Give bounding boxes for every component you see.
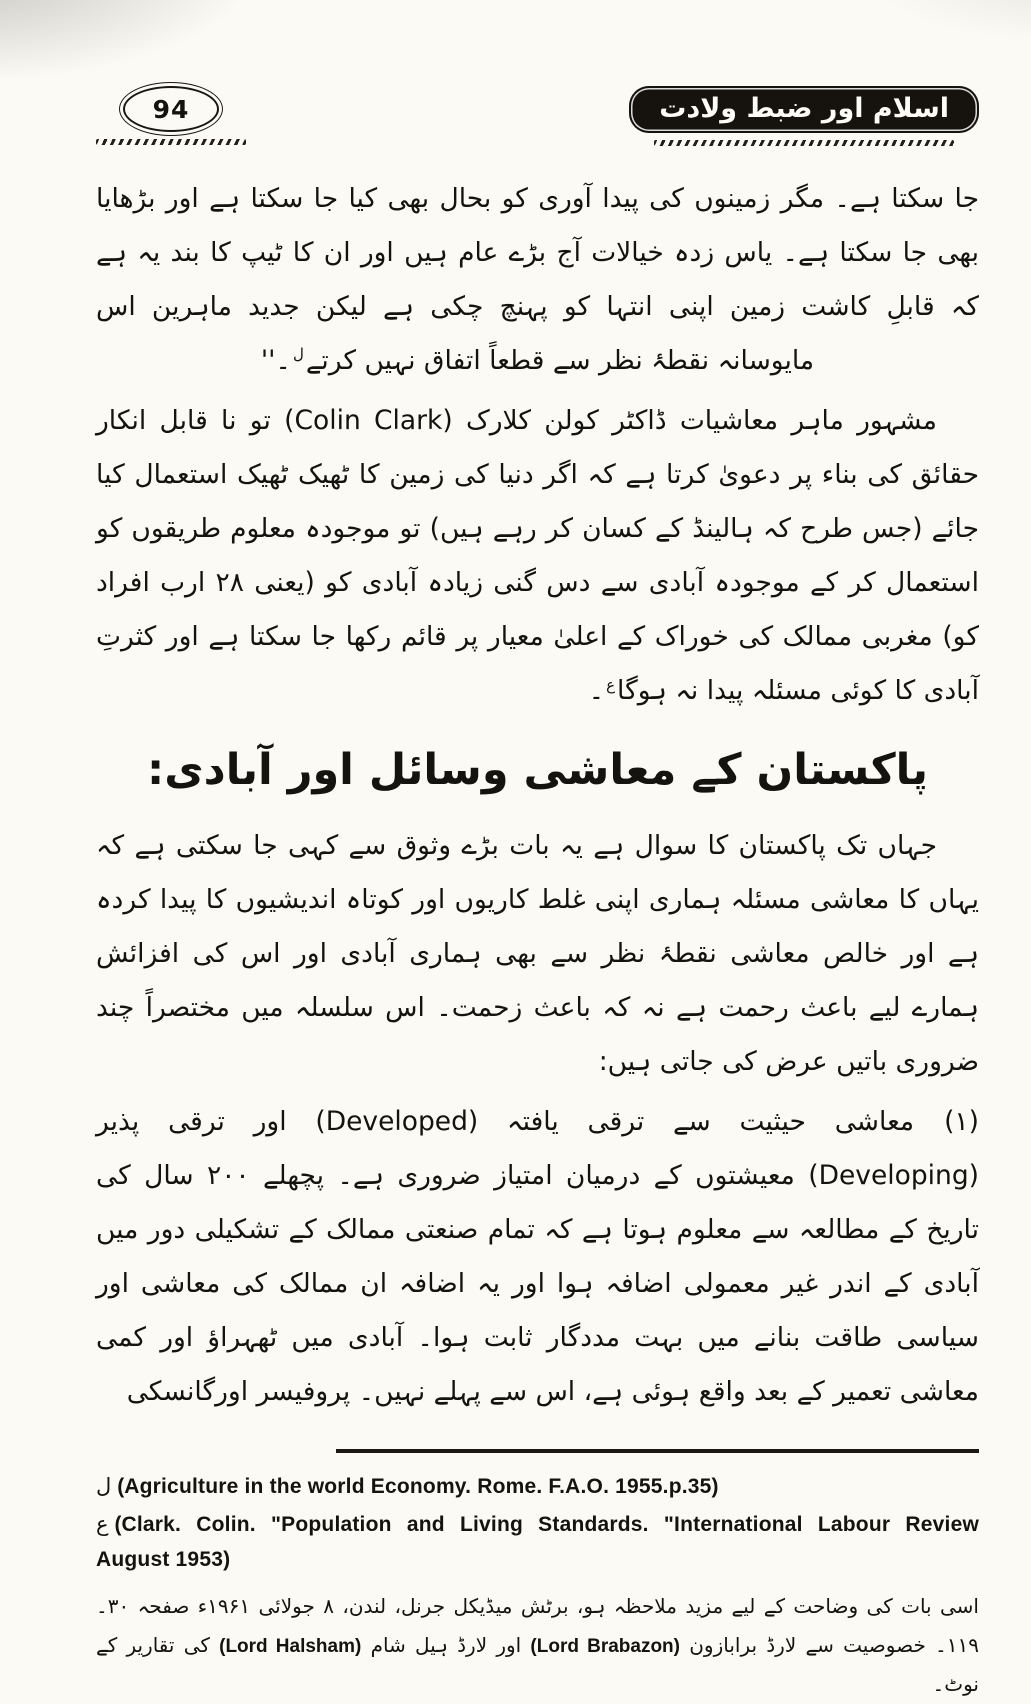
quotation-close: ۔''	[260, 345, 291, 377]
footnote-1-marker: ل	[96, 1474, 112, 1499]
page-body	[96, 172, 979, 1419]
footnote-3-text-a: اسی بات کی وضاحت کے لیے مزید ملاحظہ ہو، برٹش میڈیکل جرنل، لندن، ۸ جولائی ۱۹۶۱ء صفحہ ۳۰۔۱۱۹۔ خصوصیت سے لارڈ برابازون	[96, 1594, 979, 1658]
footnote-2-marker: ع	[96, 1512, 109, 1537]
paragraph-colin-clark-text: مشہور ماہر معاشیات ڈاکٹر کولن کلارک (Colin Clark) تو نا قابل انکار حقائق کی بناء پر دعویٰ کرتا ہے کہ اگر دنیا کی زمین کا ٹھیک ٹھیک استعمال کیا جائے (جس طرح کہ ہالینڈ کے کسان کر رہے ہیں) تو موجودہ معلوم طریقوں کو استعمال کر کے موجودہ آبادی سے دس گنی زیادہ آبادی کو (یعنی ۲۸ ارب افراد کو) مغربی ممالک کی خوراک کے اعلیٰ معیار پر قائم رکھا جا سکتا ہے اور کثرتِ آبادی کا کوئی مسئلہ پیدا نہ ہوگا	[96, 405, 979, 707]
footnote-3-name-halsham: (Lord Halsham)	[219, 1636, 362, 1658]
list-item-1-marker: (۱)	[944, 1106, 979, 1138]
book-title-underline	[654, 140, 954, 146]
quotation-text: جا سکتا ہے۔ مگر زمینوں کی پیدا آوری کو بحال بھی کیا جا سکتا ہے اور بڑھایا بھی جا سکتا ہے۔ یاس زدہ خیالات آج بڑے عام ہیں اور ان کا ٹیپ کا بند یہ ہے کہ قابلِ کاشت زمین اپنی انتہا کو پہنچ چکی ہے لیکن جدید ماہرین اس مایوسانہ نقطۂ نظر سے قطعاً اتفاق نہیں کرتے	[96, 183, 979, 377]
page-header	[0, 0, 1031, 146]
page-number-underline	[96, 139, 246, 145]
paragraph-pakistan: جہاں تک پاکستان کا سوال ہے یہ بات بڑے وثوق سے کہی جا سکتی ہے کہ یہاں کا معاشی مسئلہ ہماری اپنی غلط کاریوں اور کوتاہ اندیشیوں کا پیدا کردہ ہے اور خالص معاشی نقطۂ نظر سے بھی ہماری آبادی اور اس کی افزائش ہمارے لیے باعث رحمت ہے نہ کہ باعث زحمت۔ اس سلسلہ میں مختصراً چند ضروری باتیں عرض کی جاتی ہیں:	[96, 829, 979, 1078]
footnote-ref-2: ع	[606, 675, 616, 694]
footnote-3-name-brabazon: (Lord Brabazon)	[530, 1636, 680, 1658]
list-item-1	[96, 1095, 979, 1419]
book-title: اسلام اور ضبط ولادت	[659, 93, 949, 124]
footnote-3-text-c: کی تقاریر کے نوٹ۔	[96, 1633, 979, 1697]
list-item-1-text: معاشی حیثیت سے ترقی یافتہ (Developed) اور ترقی پذیر (Developing) معیشتوں کے درمیان امتیاز ضروری ہے۔ پچھلے ۲۰۰ سال کی تاریخ کے مطالعہ سے معلوم ہوتا ہے کہ تمام صنعتی ممالک کے تشکیلی دور میں آبادی کے اندر غیر معمولی اضافہ ہوا اور یہ اضافہ ان ممالک کی معاشی اور سیاسی طاقت بنانے میں بہت مددگار ثابت ہوا۔ آبادی میں ٹھہراؤ اور کمی معاشی تعمیر کے بعد واقع ہوئی ہے، اس سے پہلے نہیں۔ پروفیسر اورگانسکی	[96, 1106, 979, 1408]
section-heading: پاکستان کے معاشی وسائل اور آبادی:	[147, 745, 928, 796]
footnote-1	[96, 1469, 979, 1505]
page-number: 94	[152, 94, 190, 124]
footnote-2	[96, 1507, 979, 1577]
footnote-3-text-b: اور لارڈ ہیل شام	[370, 1633, 522, 1658]
page-number-block	[96, 86, 246, 145]
footnotes-section	[96, 1449, 979, 1704]
footnote-3	[96, 1587, 979, 1704]
footnote-ref-1: ل	[292, 345, 304, 364]
footnote-divider	[336, 1449, 979, 1453]
book-title-block	[629, 86, 979, 146]
quotation-paragraph	[96, 172, 979, 388]
book-title-banner	[629, 86, 979, 133]
paragraph-colin-clark-close: ۔	[588, 675, 605, 707]
footnote-1-text: (Agriculture in the world Economy. Rome. F.A.O. 1955.p.35)	[117, 1475, 719, 1499]
page-number-badge	[123, 86, 219, 132]
footnote-2-text: (Clark. Colin. "Population and Living Standards. "International Labour Review August 1953)	[96, 1513, 979, 1571]
paragraph-colin-clark	[96, 394, 979, 718]
